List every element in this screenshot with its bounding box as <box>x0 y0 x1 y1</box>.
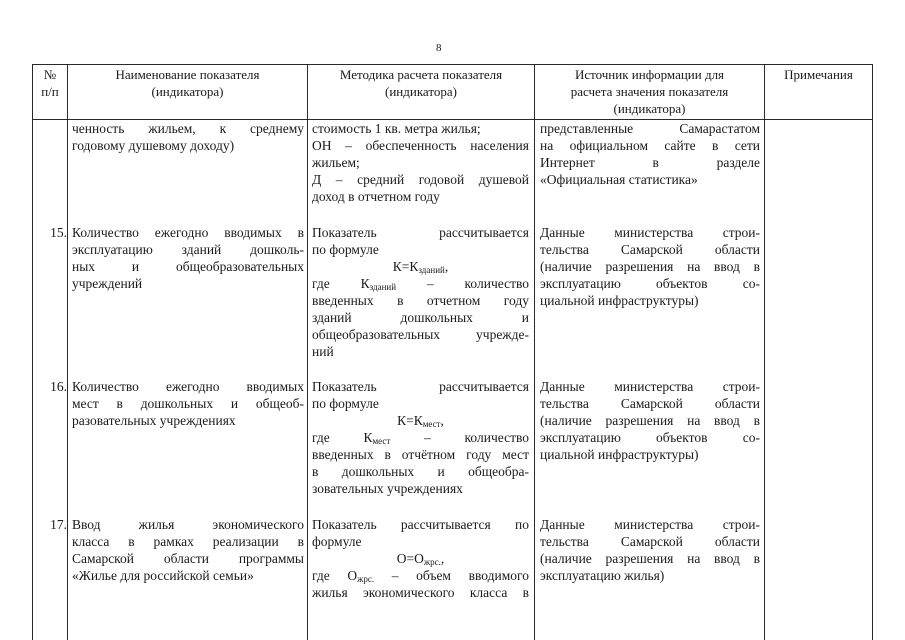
formula: $К=К_{зданий}$, <box>392 259 449 275</box>
col-border <box>764 64 765 640</box>
header-col-name: Наименование показателя (индикатора) <box>115 67 260 99</box>
cell-name: Ввод жилья экономического класса в рамках реализации в Самарской области программы «Жилье для российской семьи» <box>72 517 304 583</box>
page-number: 8 <box>436 42 442 54</box>
cell-name: ченность жильем, к среднему годовому душевому доходу) <box>72 121 304 153</box>
cell-name: Количество ежегодно вводимых мест в дошкольных и общеоб- разовательных учреждениях <box>72 379 304 428</box>
cell-source: Данные министерства строи- тельства Самарской области (наличие разрешения на ввод в эксплуатацию объектов со- циальной инфраструктуры) <box>540 225 760 308</box>
col-border <box>307 64 308 640</box>
header-col-source: Источник информации для расчета значения показателя (индикатора) <box>570 67 729 116</box>
formula-legend: где $К_{зданий}$ – количество <box>312 276 530 292</box>
cell-source: Данные министерства строи- тельства Самарской области (наличие разрешения на ввод в эксплуатацию объектов со- циальной инфраструктуры) <box>540 379 760 462</box>
col-border <box>32 64 33 640</box>
row-number: 16. <box>50 379 67 394</box>
header-col-num: № п/п <box>41 67 59 99</box>
header-col-note: Примечания <box>784 67 853 82</box>
col-border <box>534 64 535 640</box>
cell-method: Показатель рассчитывается по формуле $О=О_{жрс.}$, где $О_{жрс.}$ – объем вводимого жилья экономического класса в <box>312 517 529 600</box>
formula-legend: где $О_{жрс.}$ – объем вводимого <box>312 568 529 584</box>
cell-name: Количество ежегодно вводимых в эксплуатацию зданий дошколь- ных и общеобразовательных учреждений <box>72 225 304 291</box>
col-border <box>872 64 873 640</box>
table-top-border <box>32 64 872 65</box>
col-border <box>67 64 68 640</box>
row-number: 17. <box>50 517 67 532</box>
cell-method: стоимость 1 кв. метра жилья; ОН – обеспеченность населения жильем; Д – средний годовой душевой доход в отчетном году <box>312 121 529 204</box>
cell-method: Показатель рассчитывается по формуле $К=К_{зданий}$, где $К_{зданий}$ – количество введенных в отчетном году зданий дошкольных и общеобразовательных учрежде- ний <box>312 225 530 359</box>
formula: $К=К_{мест}$, <box>397 413 444 429</box>
formula-legend: где $К_{мест}$ – количество <box>312 430 530 446</box>
cell-method: Показатель рассчитывается по формуле $К=К_{мест}$, где $К_{мест}$ – количество введенных в отчётном году мест в дошкольных и общеобра- зовательных учреждениях <box>312 379 530 496</box>
cell-source: представленные Самарастатом на официальном сайте в сети Интернет в разделе «Официальная статистика» <box>540 121 760 187</box>
row-number: 15. <box>50 225 67 240</box>
header-col-method: Методика расчета показателя (индикатора) <box>339 67 503 99</box>
formula: $О=О_{жрс.}$, <box>396 551 445 567</box>
cell-source: Данные министерства строи- тельства Самарской области (наличие разрешения на ввод в эксплуатацию жилья) <box>540 517 760 583</box>
